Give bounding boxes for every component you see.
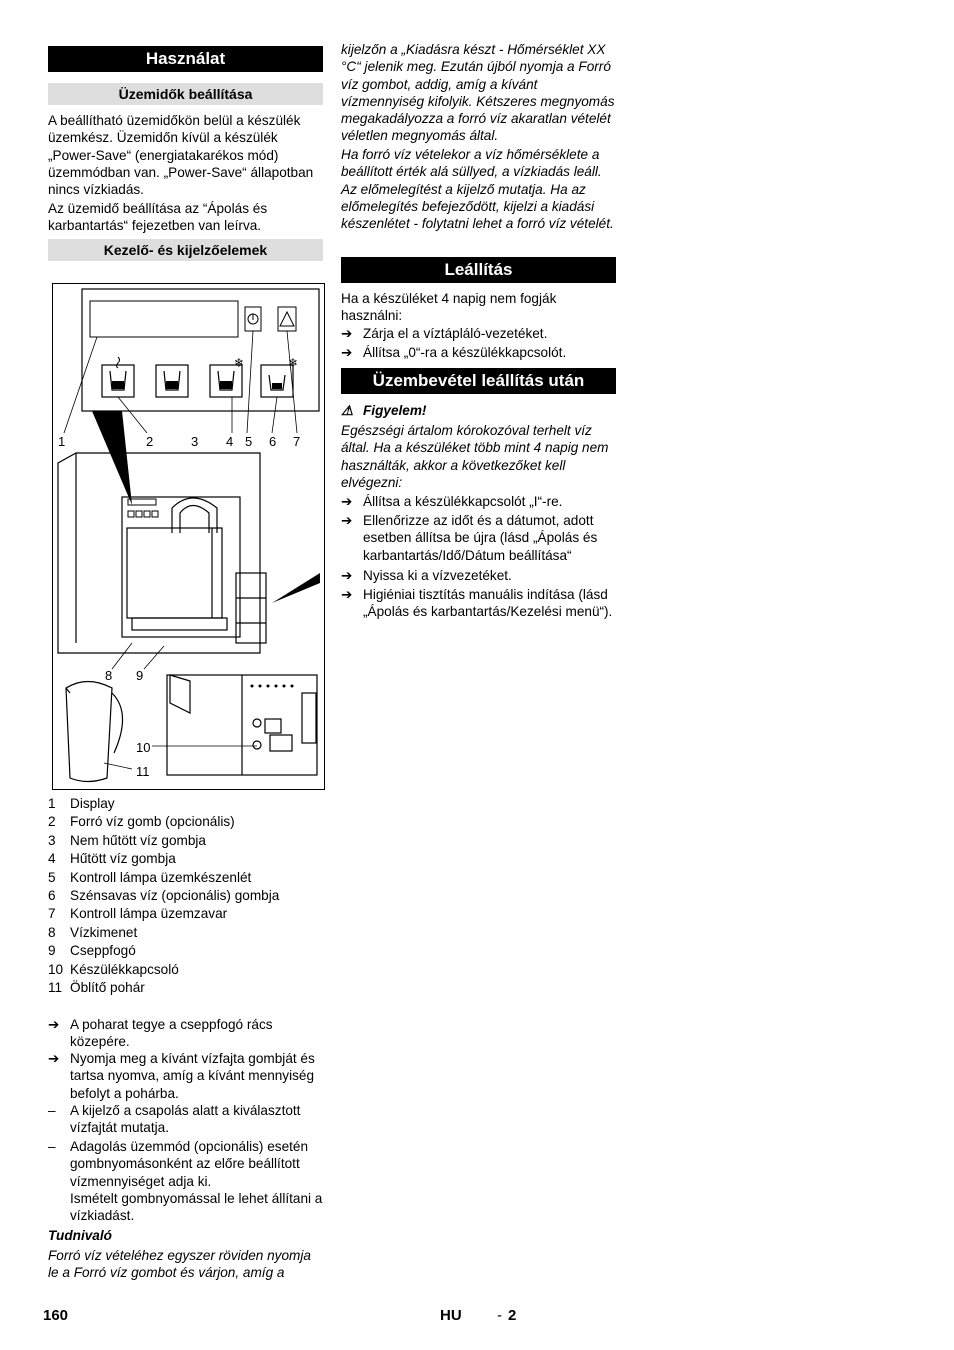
- paragraph-uzemido: A beállítható üzemidőkön belül a készülék üzemkész. Üzemidőn kívül a készülék „Power-Save“ (energiatakarékos mód) üzemmódban van. „Power-Save“ állapotban nincs vízkiadás.: [48, 113, 314, 198]
- snowflake-icon: ❄: [234, 356, 245, 370]
- restart-step: ➔ Higiéniai tisztítás manuális indítása (lásd „Ápolás és karbantartás/Kezelési menü“).: [341, 587, 613, 620]
- legend-item: 6 Szénsavas víz (opcionális) gombja: [48, 888, 280, 904]
- figure-label-1: 1: [58, 434, 66, 449]
- legend-item: 9 Cseppfogó: [48, 943, 136, 959]
- restart-step: ➔ Állítsa a készülékkapcsolót „I“-re.: [341, 494, 563, 509]
- section-heading-leallitas: Leállítás: [341, 257, 616, 283]
- step-item: – A kijelző a csapolás alatt a kiválasztott vízfajtát mutatja.: [48, 1103, 301, 1136]
- legend-item: 3 Nem hűtött víz gombja: [48, 832, 206, 848]
- figure-label-7: 7: [293, 434, 301, 449]
- device-figure: [52, 283, 325, 790]
- legend-item: 2 Forró víz gomb (opcionális): [48, 814, 235, 830]
- snowflake-icon: ❄: [288, 356, 299, 370]
- figure-label-2: 2: [146, 434, 154, 449]
- stop-step: ➔ Zárja el a víztápláló-vezetéket.: [341, 326, 548, 341]
- legend-item: 5 Kontroll lámpa üzemkészenlét: [48, 869, 252, 885]
- restart-step: ➔ Nyissa ki a vízvezetéket.: [341, 568, 512, 583]
- figure-label-8: 8: [105, 668, 113, 683]
- figure-label-9: 9: [136, 668, 144, 683]
- warning-icon: ⚠: [341, 403, 354, 418]
- paragraph-uzemido-beallitas: Az üzemidő beállítása az “Ápolás és karbantartás“ fejezetben van leírva.: [48, 201, 268, 234]
- legend-item: 7 Kontroll lámpa üzemzavar: [48, 906, 228, 922]
- legend-list: [48, 795, 279, 997]
- restart-step: ➔ Ellenőrizze az időt és a dátumot, adott esetben állítsa be újra (lásd „Ápolás és karbantartás/Idő/Dátum beállítása“: [341, 513, 598, 563]
- stop-intro: Ha a készüléket 4 napig nem fogják használni:: [341, 291, 557, 324]
- stop-step: ➔ Állítsa „0“-ra a készülékkapcsolót.: [341, 345, 567, 360]
- footer-separator: -: [497, 1307, 502, 1324]
- continued-paragraph-2: Ha forró víz vételekor a víz hőmérséklete a beállított érték alá süllyed, a vízkiadás leáll. Az előmelegítést a kijelző mutatja. Ha az előmelegítés befejeződött, kijelzi a kiadási készenlétet - folytatni lehet a forró víz vételét.: [341, 147, 614, 232]
- warning-heading: ⚠ Figyelem!: [341, 403, 427, 418]
- subheading-kezeloelemek: Kezelő- és kijelzőelemek: [48, 239, 323, 261]
- warning-text: Egészségi ártalom kórokozóval terhelt víz által. Ha a készüléket több mint 4 napig nem használták, akkor a következőket kell elvégezni:: [341, 423, 609, 490]
- device-illustration: [52, 283, 325, 790]
- section-heading-hasznalat: Használat: [48, 46, 323, 72]
- step-item: ➔ Nyomja meg a kívánt vízfajta gombját és tartsa nyomva, amíg a kívánt mennyiség befolyt a pohárba.: [48, 1051, 315, 1101]
- figure-label-6: 6: [269, 434, 277, 449]
- subheading-uzemidok: Üzemidők beállítása: [48, 83, 323, 105]
- figure-label-4: 4: [226, 434, 234, 449]
- figure-label-3: 3: [191, 434, 199, 449]
- legend-item: 11 Öblítő pohár: [48, 980, 145, 996]
- figure-label-11: 11: [136, 764, 150, 779]
- continued-paragraph-1: kijelzőn a „Kiadásra készt - Hőmérséklet XX °C“ jelenik meg. Ezután újból nyomja a Forró víz gombot, addig, amíg a kívánt vízmennyiség kifolyik. Kétszeres megnyomás megakadályozza a forró víz akaratlan vételét véletlen megnyomás által.: [341, 42, 615, 144]
- language-code: HU: [440, 1307, 462, 1324]
- section-number: 2: [508, 1307, 517, 1324]
- legend-item: 1 Display: [48, 796, 115, 811]
- legend-item: 10 Készülékkapcsoló: [48, 961, 179, 977]
- figure-label-10: 10: [136, 740, 151, 755]
- section-heading-uzembevetel: Üzembevétel leállítás után: [341, 368, 616, 394]
- legend-item: 4 Hűtött víz gombja: [48, 851, 176, 867]
- step-item: ➔ A poharat tegye a cseppfogó rács közepére.: [48, 1017, 273, 1050]
- step-item: Ismételt gombnyomással le lehet állítani a vízkiadást.: [70, 1191, 323, 1224]
- legend-item: 8 Vízkimenet: [48, 924, 138, 940]
- figure-label-5: 5: [245, 434, 253, 449]
- page-number: 160: [43, 1307, 69, 1324]
- note-text: Forró víz vételéhez egyszer röviden nyomja le a Forró víz gombot és várjon, amíg a: [48, 1248, 311, 1281]
- step-item: – Adagolás üzemmód (opcionális) esetén gombnyomásonként az előre beállított vízmennyiséget adja ki.: [48, 1139, 309, 1189]
- note-title: Tudnivaló: [48, 1228, 112, 1243]
